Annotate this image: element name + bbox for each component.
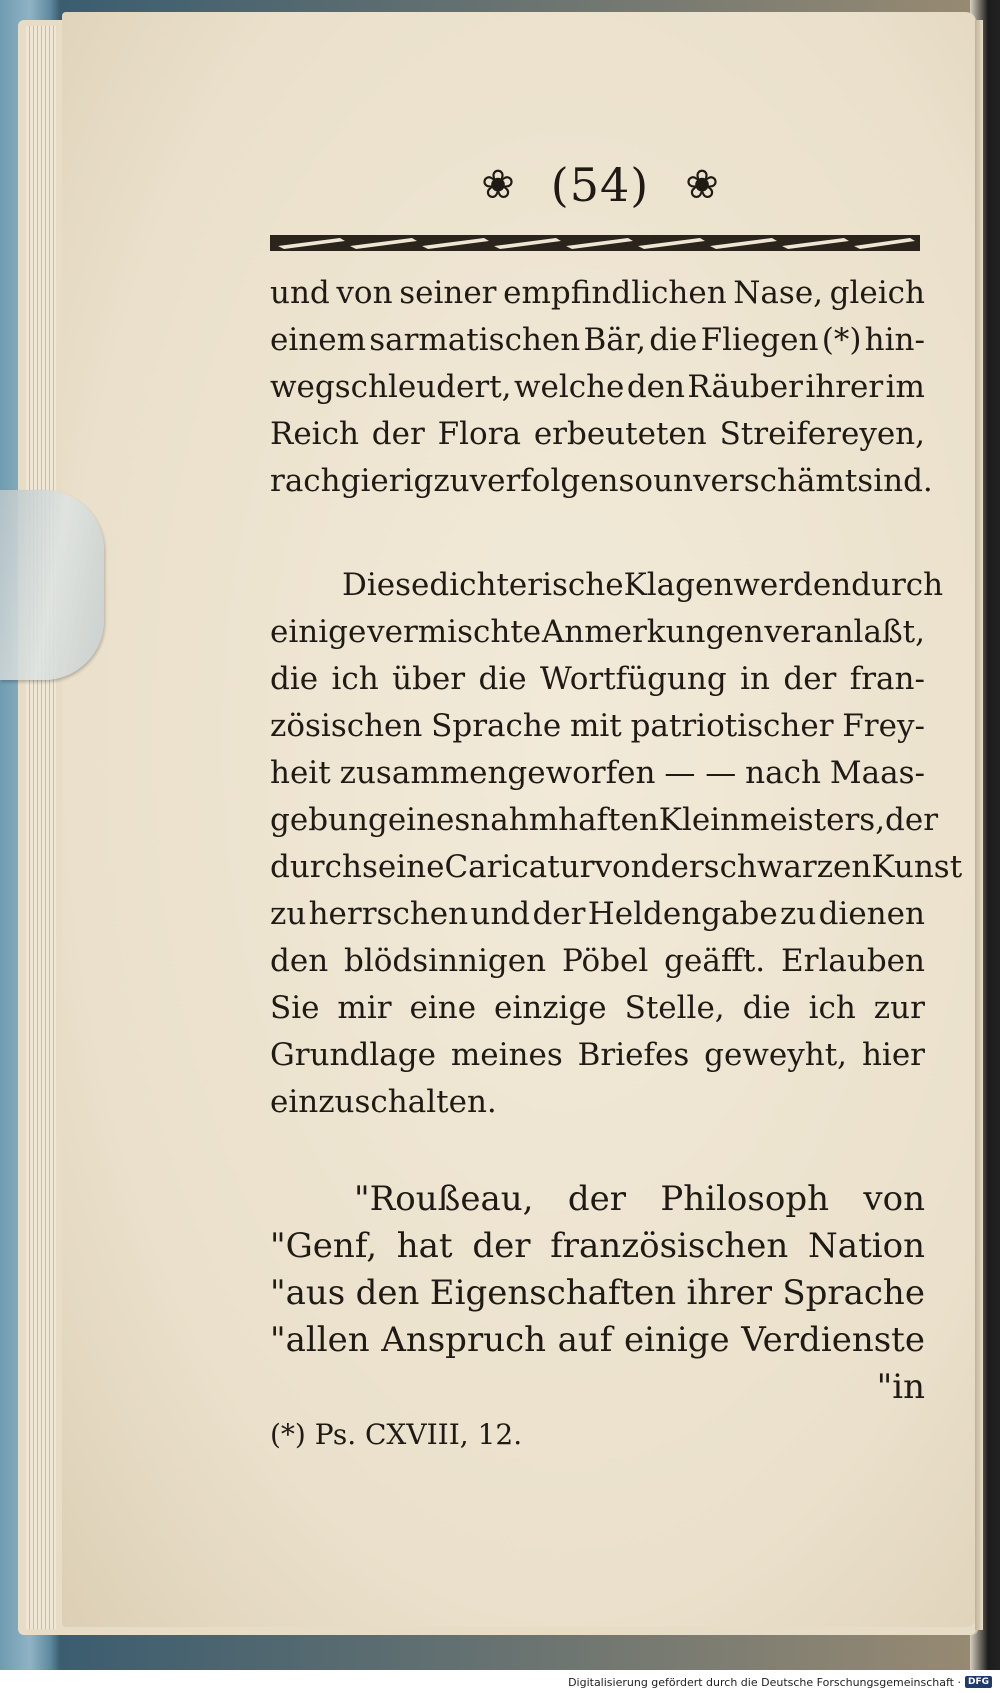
word: fran- bbox=[849, 661, 925, 697]
page-number: (54) bbox=[550, 158, 650, 212]
word: einige bbox=[270, 614, 367, 650]
word: Wortfügung bbox=[539, 661, 727, 697]
word: erbeuteten bbox=[533, 416, 707, 452]
ornamental-rule bbox=[270, 226, 920, 260]
word: Grundlage bbox=[270, 1037, 436, 1073]
word: "Roußeau, bbox=[354, 1179, 534, 1219]
word: Streifereyen, bbox=[719, 416, 925, 452]
word: Pöbel bbox=[561, 943, 649, 979]
word: und bbox=[470, 896, 531, 932]
word: patriotischer bbox=[630, 708, 834, 744]
word: verfolgen bbox=[469, 463, 619, 499]
word: Heldengabe bbox=[587, 896, 778, 932]
word: Sprache bbox=[782, 1273, 925, 1313]
word: zu bbox=[270, 896, 307, 932]
word: wegschleudert, bbox=[270, 369, 512, 405]
word: mir bbox=[337, 990, 392, 1026]
word: Anspruch bbox=[381, 1320, 547, 1360]
word: hier bbox=[861, 1037, 925, 1073]
word: der bbox=[532, 896, 586, 932]
text-line bbox=[270, 458, 933, 505]
word: werden bbox=[733, 567, 852, 603]
text-line bbox=[270, 411, 925, 458]
text-line bbox=[270, 797, 939, 844]
word: hat bbox=[396, 1226, 453, 1266]
word: welche bbox=[513, 369, 625, 405]
page-fold-shade bbox=[975, 20, 983, 1630]
word: meines bbox=[450, 1037, 563, 1073]
word: Kleinmeisters, bbox=[658, 802, 886, 838]
word: durch bbox=[851, 567, 944, 603]
word: Anmerkungen bbox=[541, 614, 764, 650]
word: ich bbox=[808, 990, 856, 1026]
flower-ornament-icon: ❀ bbox=[685, 162, 719, 208]
word: Erlauben bbox=[781, 943, 925, 979]
word: die bbox=[649, 322, 698, 358]
word: auf bbox=[557, 1320, 613, 1360]
word: Nation bbox=[808, 1226, 925, 1266]
word: der bbox=[650, 849, 704, 885]
word: empfindlichen bbox=[503, 275, 727, 311]
text-line bbox=[270, 891, 925, 938]
word: "aus bbox=[270, 1273, 346, 1313]
word: Sie bbox=[270, 990, 320, 1026]
word: von bbox=[594, 849, 651, 885]
text-line bbox=[270, 1270, 925, 1317]
word: eine bbox=[409, 990, 477, 1026]
text-line bbox=[270, 1032, 925, 1079]
word: Reich bbox=[270, 416, 359, 452]
word: Caricatur bbox=[444, 849, 595, 885]
word: mit bbox=[570, 708, 622, 744]
word: Räuber bbox=[687, 369, 803, 405]
catchword-line bbox=[270, 1364, 925, 1411]
catchword: "in bbox=[876, 1367, 925, 1407]
word: Briefes bbox=[577, 1037, 690, 1073]
word: veranlaßt, bbox=[764, 614, 925, 650]
word: Kunst bbox=[871, 849, 963, 885]
word: der bbox=[472, 1226, 531, 1266]
text-line bbox=[270, 750, 925, 797]
digitization-credit bbox=[568, 1674, 992, 1690]
word: dichterische bbox=[429, 567, 624, 603]
word: "Genf, bbox=[270, 1226, 377, 1266]
word: vermischte bbox=[367, 614, 542, 650]
bookmark-tab bbox=[0, 490, 104, 680]
word: Diese bbox=[342, 567, 430, 603]
word: seiner bbox=[399, 275, 497, 311]
word: zu bbox=[433, 463, 470, 499]
text-line bbox=[270, 844, 963, 891]
word: eines bbox=[387, 802, 471, 838]
word: gebung bbox=[270, 802, 388, 838]
flower-ornament-icon: ❀ bbox=[481, 162, 515, 208]
word: Sprache bbox=[431, 708, 562, 744]
word: dienen bbox=[818, 896, 925, 932]
word: Maas- bbox=[829, 755, 925, 791]
credit-text: Digitalisierung gefördert durch die Deutsche Forschungsgemeinschaft · bbox=[568, 1675, 961, 1689]
text-line bbox=[270, 1176, 925, 1223]
text-line bbox=[270, 317, 925, 364]
word: geäfft. bbox=[664, 943, 766, 979]
word: die bbox=[742, 990, 791, 1026]
word: im bbox=[885, 369, 925, 405]
text-line bbox=[270, 985, 925, 1032]
word: durch bbox=[270, 849, 362, 885]
word: der bbox=[783, 661, 837, 697]
word: und bbox=[270, 275, 330, 311]
word: Nase, bbox=[733, 275, 824, 311]
word: über bbox=[392, 661, 466, 697]
paragraph-3-quote bbox=[270, 1176, 925, 1411]
word: Verdienste bbox=[741, 1320, 925, 1360]
word: der bbox=[567, 1179, 626, 1219]
word: Fliegen bbox=[700, 322, 819, 358]
word: Philosoph bbox=[660, 1179, 829, 1219]
word: (*) bbox=[821, 322, 862, 358]
text-line bbox=[270, 562, 944, 609]
text-line bbox=[270, 609, 925, 656]
word: den bbox=[270, 943, 329, 979]
word: von bbox=[863, 1179, 925, 1219]
page-header bbox=[440, 150, 760, 220]
text-line bbox=[270, 1079, 925, 1126]
word: Frey- bbox=[842, 708, 925, 744]
word: hin- bbox=[864, 322, 925, 358]
word: schwarzen bbox=[703, 849, 872, 885]
text-line bbox=[270, 270, 925, 317]
word: einige bbox=[624, 1320, 730, 1360]
word: der bbox=[885, 802, 939, 838]
word: nach bbox=[745, 755, 821, 791]
word: unverschämt bbox=[653, 463, 858, 499]
word: so bbox=[618, 463, 654, 499]
word: die bbox=[478, 661, 527, 697]
word: Flora bbox=[437, 416, 521, 452]
word: zur bbox=[873, 990, 925, 1026]
dfg-logo: DFG bbox=[965, 1676, 992, 1688]
footnote: (*) Ps. CXVIII, 12. bbox=[270, 1418, 523, 1451]
text-line bbox=[270, 938, 925, 985]
word: ihrer bbox=[805, 369, 884, 405]
word: nahmhaften bbox=[470, 802, 659, 838]
word: Stelle, bbox=[624, 990, 725, 1026]
word: von bbox=[336, 275, 393, 311]
word: die bbox=[270, 661, 319, 697]
word: Klagen bbox=[623, 567, 734, 603]
word: den bbox=[355, 1273, 420, 1313]
word: einzuschalten. bbox=[270, 1084, 497, 1120]
word: Eigenschaften bbox=[429, 1273, 677, 1313]
word: zösischen bbox=[270, 708, 423, 744]
word: der bbox=[371, 416, 425, 452]
word: rachgierig bbox=[270, 463, 434, 499]
word: sarmatischen bbox=[369, 322, 581, 358]
word: französischen bbox=[550, 1226, 789, 1266]
word: Bär, bbox=[583, 322, 647, 358]
word: blödsinnigen bbox=[344, 943, 547, 979]
word: gleich bbox=[829, 275, 925, 311]
paragraph-1 bbox=[270, 270, 933, 505]
text-line bbox=[270, 656, 925, 703]
word: einem bbox=[270, 322, 366, 358]
text-line bbox=[270, 1223, 925, 1270]
word: ich bbox=[331, 661, 379, 697]
text-line bbox=[270, 364, 925, 411]
word: in bbox=[740, 661, 770, 697]
word: — — bbox=[664, 755, 737, 791]
word: seine bbox=[361, 849, 445, 885]
paragraph-2 bbox=[270, 562, 963, 1126]
word: herrschen bbox=[308, 896, 469, 932]
word: ihrer bbox=[686, 1273, 772, 1313]
word: den bbox=[626, 369, 685, 405]
word: "allen bbox=[270, 1320, 370, 1360]
word: geweyht, bbox=[704, 1037, 848, 1073]
text-line bbox=[270, 1317, 925, 1364]
word: sind. bbox=[857, 463, 933, 499]
word: heit bbox=[270, 755, 331, 791]
word: zu bbox=[779, 896, 817, 932]
word: zusammengeworfen bbox=[339, 755, 656, 791]
word: einzige bbox=[493, 990, 607, 1026]
text-line bbox=[270, 703, 925, 750]
